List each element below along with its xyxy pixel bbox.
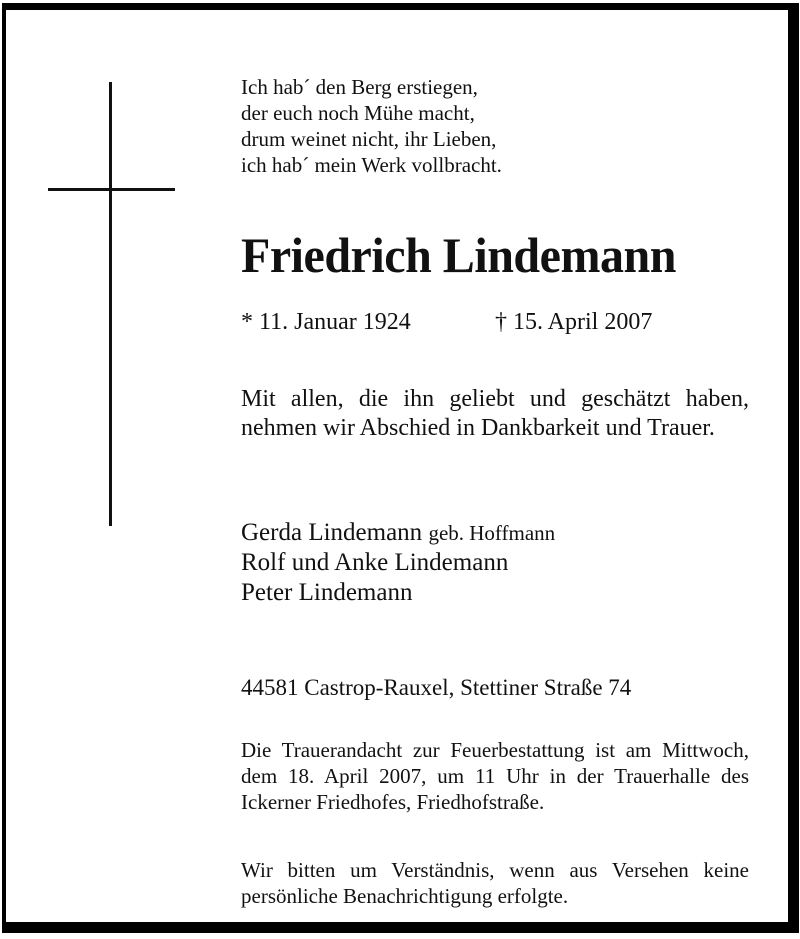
mourner-line: Peter Lindemann — [241, 579, 413, 606]
notification-notice: Wir bitten um Verständnis, wenn aus Versehen keine persönliche Benachrichtigung erfolgte. — [241, 858, 749, 908]
memorial-poem — [241, 74, 751, 178]
cross-horizontal-bar — [48, 188, 175, 191]
family-address: 44581 Castrop-Rauxel, Stettiner Straße 74 — [241, 675, 632, 700]
deceased-name: Friedrich Lindemann — [241, 227, 676, 283]
service-announcement: Die Trauerandacht zur Feuerbestattung ist am Mittwoch, dem 18. April 2007, um 11 Uhr in der Trauerhalle des Ickerner Friedhofes, Friedhofstraße. — [241, 738, 749, 814]
cross-vertical-bar — [109, 82, 112, 526]
mourner-line — [241, 518, 751, 548]
life-dates — [241, 307, 751, 337]
poem-line: drum weinet nicht, ihr Lieben, — [241, 127, 497, 151]
poem-line: ich hab´ mein Werk vollbracht. — [241, 153, 502, 177]
poem-line: Ich hab´ den Berg erstiegen, — [241, 75, 478, 99]
farewell-text: Mit allen, die ihn geliebt und geschätzt haben, nehmen wir Abschied in Dankbarkeit und Trauer. — [241, 386, 749, 441]
death-date: † 15. April 2007 — [495, 309, 653, 335]
maiden-name-note: geb. Hoffmann — [428, 521, 556, 545]
mourner-line: Rolf und Anke Lindemann — [241, 549, 509, 576]
poem-line: der euch noch Mühe macht, — [241, 101, 475, 125]
birth-date: * 11. Januar 1924 — [241, 309, 411, 335]
mourner-name: Gerda Lindemann — [241, 519, 423, 546]
mourners-list — [241, 518, 751, 608]
